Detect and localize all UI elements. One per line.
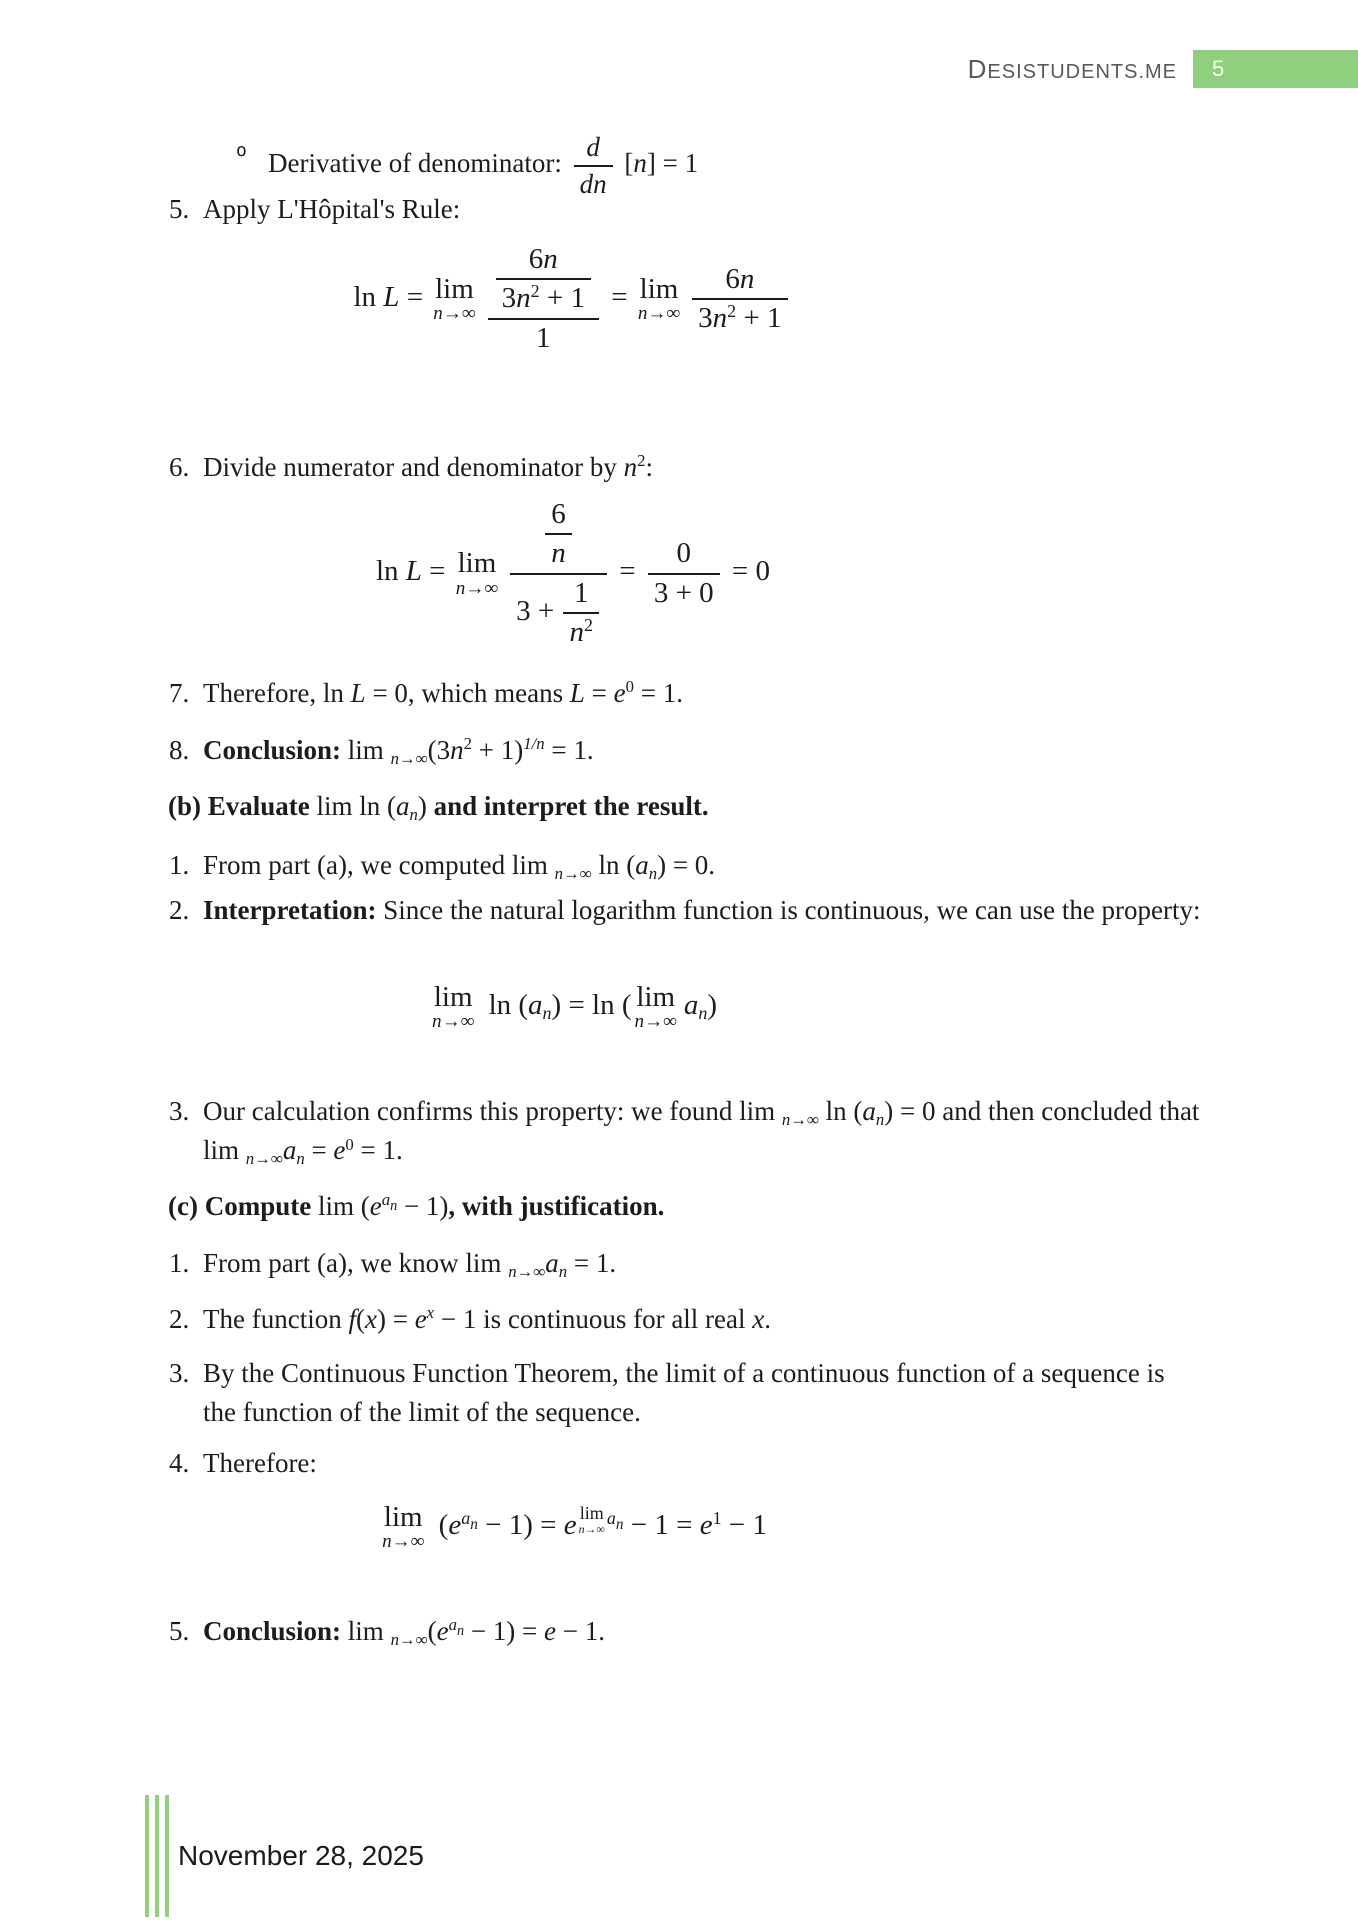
fraction-denominator — [692, 298, 787, 335]
list-item-5-apply-lhopital — [169, 190, 1213, 229]
list-text — [203, 895, 1201, 925]
equation-divide-n2 — [203, 498, 943, 649]
math-text: 6 — [725, 262, 740, 295]
math-text: = 0 — [724, 555, 771, 588]
math-variable: L — [383, 280, 400, 313]
math-text: 1 — [573, 576, 589, 609]
fraction-denominator — [496, 278, 591, 315]
limit-op-label: lim — [639, 272, 679, 305]
list-item-6-divide — [169, 448, 1213, 487]
limit-subscript: n→∞ — [455, 577, 499, 599]
superscript: 0 — [625, 677, 635, 697]
bold-text: and interpret the result. — [433, 791, 709, 821]
fraction — [563, 577, 598, 650]
math-variable: x — [364, 1304, 377, 1334]
math-variable: n — [633, 148, 647, 179]
subscript: n→∞ — [554, 863, 592, 883]
math-text: ) — [417, 791, 434, 821]
list-item-b3-confirmation — [169, 1092, 1213, 1171]
list-number: 4. — [169, 1448, 190, 1478]
list-item-c1 — [169, 1244, 1213, 1283]
math-variable: d — [586, 132, 600, 162]
subscript: n→∞ — [390, 748, 428, 768]
fraction-numerator — [510, 498, 607, 573]
math-text: 6 — [551, 498, 566, 530]
fraction — [648, 537, 720, 610]
list-item-b2-interpretation — [169, 891, 1213, 930]
fraction — [692, 263, 787, 336]
math-text: By the Continuous Function Theorem, the limit of a continuous function of a sequence is the function of the limit of the sequence. — [203, 1358, 1165, 1428]
subscript: n→∞ — [508, 1261, 546, 1281]
limit-op-label: lim — [579, 1502, 604, 1523]
list-text — [203, 1448, 317, 1478]
equation-content — [379, 1501, 767, 1553]
list-text — [203, 1615, 605, 1649]
math-variable: a — [528, 988, 543, 1021]
fraction-numerator — [488, 243, 599, 318]
math-text: − 1) — [397, 1191, 449, 1221]
limit-op-label: lim — [383, 1501, 423, 1533]
list-item-8-conclusion — [169, 731, 1213, 770]
math-variable: a — [396, 791, 410, 821]
limit-operator — [382, 1502, 424, 1553]
limit-operator — [635, 982, 677, 1033]
math-text: = 0, which means — [365, 678, 570, 708]
list-text — [203, 194, 460, 224]
math-variable: a — [448, 1615, 457, 1635]
math-text: = 1. — [634, 678, 683, 708]
math-text: = 1. — [544, 735, 594, 765]
heading-text — [168, 791, 709, 824]
fraction-denominator — [545, 533, 572, 570]
fraction — [496, 243, 591, 316]
math-text: = 1. — [567, 1248, 617, 1278]
math-text: = — [421, 555, 453, 588]
math-variable: e — [613, 678, 626, 708]
math-text: The function — [203, 1304, 349, 1334]
footer-date: November 28, 2025 — [178, 1840, 424, 1871]
math-text: ( — [427, 1616, 437, 1646]
math-variable: n — [543, 243, 558, 275]
fraction-numerator — [692, 263, 787, 298]
fraction — [510, 498, 607, 649]
list-number: 6. — [169, 452, 190, 482]
math-text: 3 + — [516, 594, 562, 627]
list-text — [203, 1304, 771, 1334]
decorative-green-line — [145, 1795, 149, 1917]
math-variable: a — [635, 850, 649, 880]
limit-op-label: lim — [457, 547, 497, 580]
subscript: n→∞ — [781, 1109, 819, 1129]
page-header — [0, 50, 1358, 88]
site-name: DESISTUDENTS.ME — [967, 53, 1177, 84]
list-item-c5-conclusion — [169, 1612, 1213, 1651]
math-variable: e — [699, 1508, 713, 1541]
subscript: n — [296, 1149, 305, 1169]
fraction — [545, 498, 572, 571]
math-text: lim — [347, 735, 391, 765]
math-variable: x — [752, 1304, 765, 1334]
fraction-denominator — [648, 573, 720, 610]
equation-ln-limit-property — [203, 982, 943, 1033]
math-variable: n — [551, 537, 566, 570]
math-text: ln ( — [481, 988, 529, 1021]
list-number: 1. — [169, 1248, 190, 1278]
superscript: 2 — [637, 451, 646, 471]
math-text: + 1) — [471, 735, 524, 765]
list-number: 2. — [169, 895, 190, 925]
math-text: 3 + 0 — [653, 576, 714, 609]
limit-subscript: n→∞ — [433, 303, 476, 325]
superscript: 2 — [530, 280, 540, 301]
math-text: = — [584, 678, 614, 708]
decorative-green-line — [155, 1795, 159, 1917]
math-variable: L — [405, 555, 422, 588]
fraction-numerator — [574, 132, 613, 165]
math-variable: L — [569, 678, 585, 708]
decorative-green-line — [165, 1795, 169, 1917]
limit-subscript: n→∞ — [382, 1531, 425, 1553]
fraction-denominator — [488, 318, 599, 355]
heading-text — [168, 1191, 664, 1221]
math-text: . — [764, 1304, 772, 1334]
math-text: [ — [617, 148, 634, 179]
math-text: = 1. — [353, 1135, 403, 1166]
math-variable: a — [862, 1096, 876, 1126]
math-text: 1 — [536, 321, 551, 354]
math-variable: f — [348, 1304, 356, 1334]
part-c-heading — [168, 1187, 1213, 1226]
list-item-c3-theorem — [169, 1354, 1173, 1433]
list-item-b1 — [169, 846, 1213, 885]
math-variable: dn — [579, 169, 607, 200]
list-number: 5. — [169, 1616, 190, 1646]
equation-content — [375, 498, 771, 649]
math-text: − 1) = — [464, 1616, 545, 1646]
limit-subscript: n→∞ — [432, 1011, 475, 1033]
list-number: 5. — [169, 194, 190, 224]
math-text: = — [304, 1135, 334, 1166]
list-text — [203, 678, 683, 708]
subscript: n — [875, 1109, 885, 1129]
math-text: − 1 is continuous for all real — [434, 1304, 753, 1334]
superscript: 2 — [583, 614, 593, 635]
subscript: n — [698, 1002, 708, 1023]
superscript — [461, 1507, 478, 1533]
list-number: 3. — [169, 1096, 190, 1126]
equation-content — [353, 243, 792, 354]
list-text — [203, 850, 716, 883]
bold-text: (c) Compute — [168, 1191, 318, 1221]
math-variable: a — [381, 1190, 391, 1210]
math-variable: n — [516, 282, 531, 315]
math-text: From part (a), we computed lim — [203, 850, 555, 880]
math-text: Since the natural logarithm function is continuous, we can use the property: — [383, 895, 1201, 925]
superscript: x — [426, 1303, 435, 1323]
list-number: 3. — [169, 1358, 190, 1388]
math-text: Therefore: — [203, 1448, 317, 1478]
superscript — [448, 1615, 465, 1640]
math-text: Therefore, ln — [203, 678, 351, 708]
math-text: ) = ln ( — [551, 988, 632, 1021]
subscript: n — [615, 1515, 624, 1533]
fraction-numerator — [496, 243, 591, 278]
subscript: n — [409, 804, 418, 824]
math-text: 3 — [698, 302, 713, 335]
math-text: − 1 — [721, 1508, 767, 1541]
subscript: n — [648, 863, 658, 883]
math-text: = — [399, 280, 431, 313]
math-variable: n — [569, 616, 584, 649]
math-text: ln ( — [818, 1096, 863, 1126]
math-text: = — [603, 280, 635, 313]
list-number: 8. — [169, 735, 190, 765]
subscript: n→∞ — [390, 1629, 428, 1649]
limit-subscript: n→∞ — [578, 1521, 605, 1536]
list-text — [203, 1248, 617, 1281]
math-text: ln — [375, 555, 406, 588]
math-text: lim ( — [317, 1191, 370, 1221]
list-text — [203, 452, 653, 482]
math-variable: e — [544, 1616, 557, 1646]
math-variable: a — [545, 1248, 559, 1278]
page-number: 5 — [1212, 56, 1225, 81]
equation-exponential-limit — [203, 1502, 943, 1553]
limit-operator — [432, 982, 474, 1033]
math-variable: a — [683, 988, 699, 1021]
math-variable: e — [436, 1616, 449, 1646]
list-text — [203, 734, 594, 768]
subscript: n — [558, 1261, 568, 1281]
math-text: + 1 — [736, 302, 782, 335]
limit-op-label: lim — [435, 272, 474, 305]
math-text: ) = 0. — [657, 850, 716, 880]
page-number-box — [1193, 50, 1358, 88]
limit-op-label: lim — [433, 981, 473, 1013]
math-text: : — [645, 452, 654, 482]
math-variable: L — [350, 678, 366, 708]
math-text: − 1. — [556, 1616, 605, 1646]
math-text: 0 — [676, 537, 691, 570]
superscript: 1/n — [523, 734, 545, 754]
math-variable: e — [448, 1508, 462, 1541]
math-text: ( — [355, 1304, 365, 1334]
math-text: Our calculation confirms this property: we found lim — [203, 1096, 782, 1126]
math-text: From part (a), we know lim — [203, 1248, 509, 1278]
bullet-marker: o — [236, 140, 247, 161]
math-text: ) = — [376, 1304, 415, 1334]
superscript: 1 — [712, 1507, 722, 1528]
math-text: (3 — [427, 735, 451, 765]
math-variable: n — [623, 452, 638, 482]
limit-subscript: n→∞ — [637, 303, 681, 325]
bold-text: Conclusion: — [203, 1616, 348, 1646]
bold-text: Conclusion: — [203, 735, 348, 765]
part-b-heading — [168, 787, 1213, 826]
math-variable: e — [414, 1304, 427, 1334]
list-item-c2-function — [169, 1300, 1213, 1339]
math-text: 3 — [501, 282, 517, 315]
fraction-numerator — [563, 577, 598, 612]
list-item-c4-therefore — [169, 1444, 1213, 1483]
math-variable: n — [712, 302, 728, 335]
subscript: n — [390, 1198, 398, 1215]
fraction-numerator — [545, 498, 572, 533]
bold-text: , with justification. — [448, 1191, 665, 1221]
math-variable: e — [563, 1508, 577, 1541]
math-text: ( — [431, 1508, 449, 1541]
math-text: Apply L'Hôpital's Rule: — [203, 194, 461, 224]
math-variable: a — [606, 1507, 616, 1528]
list-number: 1. — [169, 850, 190, 880]
limit-operator — [433, 274, 475, 325]
list-text — [203, 1096, 1200, 1169]
subscript: n — [542, 1002, 552, 1023]
math-text: = — [611, 555, 643, 588]
equation-content — [429, 981, 717, 1033]
superscript: 0 — [345, 1134, 354, 1154]
list-number: 7. — [169, 678, 190, 708]
math-text: ) — [707, 988, 717, 1021]
superscript: 2 — [463, 734, 472, 754]
subscript: n — [470, 1515, 478, 1533]
math-variable: a — [461, 1507, 471, 1528]
limit-operator — [638, 274, 680, 325]
equation-lhopital — [203, 243, 943, 355]
limit-op-label: lim — [636, 981, 676, 1013]
fraction-denominator — [563, 612, 598, 649]
superscript — [577, 1502, 624, 1536]
math-text: + 1 — [539, 282, 585, 315]
subscript: n — [456, 1623, 465, 1640]
limit-operator — [579, 1504, 605, 1535]
math-variable: e — [333, 1135, 346, 1166]
bold-text: (b) Evaluate — [168, 791, 317, 821]
math-text: ) = 0 and then concluded that lim — [203, 1096, 1200, 1166]
fraction-numerator — [648, 537, 720, 572]
list-text — [203, 1358, 1165, 1427]
math-variable: n — [739, 262, 755, 295]
math-text: ln — [353, 280, 384, 313]
fraction-denominator — [510, 573, 607, 650]
math-text: Derivative of denominator: — [268, 148, 569, 179]
limit-operator — [456, 548, 498, 599]
math-text: − 1 = — [623, 1508, 700, 1541]
limit-subscript: n→∞ — [634, 1011, 677, 1033]
list-item-7-therefore — [169, 674, 1213, 713]
math-text: lim — [347, 1616, 391, 1646]
list-number: 2. — [169, 1304, 190, 1334]
math-text: ] = 1 — [646, 148, 699, 179]
subscript: n→∞ — [245, 1149, 283, 1169]
math-text: − 1) = — [477, 1508, 564, 1541]
superscript — [381, 1190, 398, 1215]
math-text: ln ( — [591, 850, 636, 880]
math-text: 6 — [528, 243, 544, 275]
bold-text: Interpretation: — [203, 895, 384, 925]
bullet-text — [268, 132, 699, 200]
math-text: Divide numerator and denominator by — [203, 452, 624, 482]
math-variable: e — [369, 1191, 382, 1221]
math-variable: n — [450, 735, 464, 765]
fraction — [488, 243, 599, 355]
math-text: lim ln ( — [316, 791, 396, 821]
math-variable: a — [282, 1135, 297, 1166]
superscript: 2 — [727, 300, 737, 321]
